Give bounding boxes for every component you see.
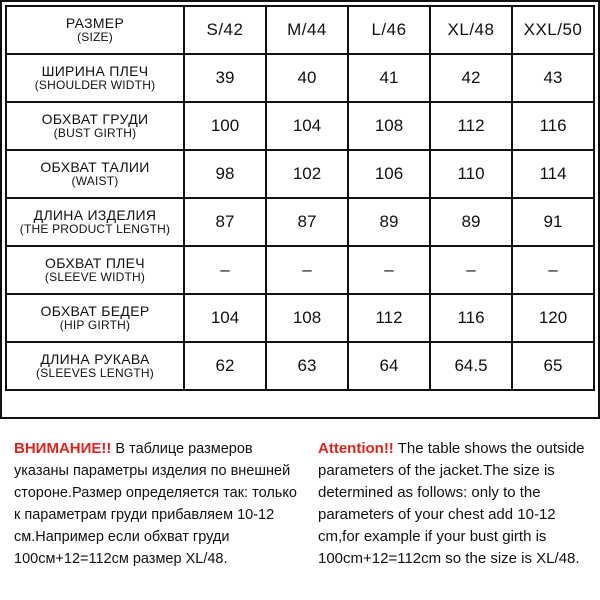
row-label [6, 54, 184, 102]
table-cell: 110 [430, 150, 512, 198]
size-header-en: (SIZE) [77, 30, 113, 45]
russian-note [14, 438, 304, 570]
row-label-en: (BUST GIRTH) [53, 126, 137, 141]
table-cell: 89 [430, 198, 512, 246]
table-row [6, 198, 594, 246]
table-cell: 39 [184, 54, 266, 102]
row-label-en: (SLEEVES LENGTH) [36, 366, 154, 381]
table-cell: 108 [348, 102, 430, 150]
table-cell: 106 [348, 150, 430, 198]
table-cell: 65 [512, 342, 594, 390]
size-col-header: XXL/50 [512, 6, 594, 54]
table-cell: 108 [266, 294, 348, 342]
table-cell: 98 [184, 150, 266, 198]
size-col-header: S/42 [184, 6, 266, 54]
table-cell: 40 [266, 54, 348, 102]
table-cell: 116 [430, 294, 512, 342]
table-cell: 64 [348, 342, 430, 390]
table-cell: 112 [430, 102, 512, 150]
row-label-en: (SLEEVE WIDTH) [44, 270, 146, 285]
english-note [318, 438, 590, 570]
row-label [6, 198, 184, 246]
en-note-text: The table shows the outside parameters of the jacket.The size is determined as follows: only to the parameters of your chest add 10-12 cm,for example if your bust girth is 100cm+12=112cm so the size is XL/48. [318, 440, 585, 567]
row-label-ru: ОБХВАТ ТАЛИИ [40, 158, 150, 175]
row-label [6, 342, 184, 390]
table-row [6, 246, 594, 294]
ru-warning-label: ВНИМАНИЕ!! [14, 440, 112, 457]
table-cell: – [266, 246, 348, 294]
row-label [6, 246, 184, 294]
table-cell: 42 [430, 54, 512, 102]
table-cell: – [430, 246, 512, 294]
row-label-en: (WAIST) [71, 174, 119, 189]
row-label [6, 150, 184, 198]
header-row [6, 6, 594, 54]
table-cell: 41 [348, 54, 430, 102]
table-row [6, 102, 594, 150]
size-col-header: M/44 [266, 6, 348, 54]
size-header-ru: РАЗМЕР [65, 14, 125, 31]
row-label-ru: ОБХВАТ БЕДЕР [40, 302, 150, 319]
table-cell: 91 [512, 198, 594, 246]
table-cell: 87 [184, 198, 266, 246]
table-cell: 100 [184, 102, 266, 150]
table-cell: 104 [184, 294, 266, 342]
table-cell: – [348, 246, 430, 294]
table-cell: 112 [348, 294, 430, 342]
table-cell: 89 [348, 198, 430, 246]
table-cell: 62 [184, 342, 266, 390]
table-row [6, 150, 594, 198]
table-cell: 43 [512, 54, 594, 102]
row-label-en: (HIP GIRTH) [59, 318, 131, 333]
row-label-ru: ОБХВАТ ГРУДИ [41, 110, 149, 127]
table-cell: 104 [266, 102, 348, 150]
table-cell: 63 [266, 342, 348, 390]
table-row [6, 342, 594, 390]
row-label-ru: ДЛИНА РУКАВА [40, 350, 150, 367]
row-label-en: (THE PRODUCT LENGTH) [19, 222, 171, 237]
row-label [6, 294, 184, 342]
size-col-header: L/46 [348, 6, 430, 54]
row-label [6, 102, 184, 150]
row-label-en: (SHOULDER WIDTH) [34, 78, 156, 93]
size-chart-table [5, 5, 595, 391]
table-row [6, 54, 594, 102]
ru-note-text: В таблице размеров указаны параметры изделия по внешней стороне.Размер определяется так: только к параметрам груди прибавляем 10-12 см.Например если обхват груди 100см+12=112см размер XL/48. [14, 441, 297, 567]
table-row [6, 294, 594, 342]
table-cell: 114 [512, 150, 594, 198]
table-cell: – [184, 246, 266, 294]
table-cell: – [512, 246, 594, 294]
en-warning-label: Attention!! [318, 440, 394, 457]
size-header-cell [6, 6, 184, 54]
row-label-ru: ШИРИНА ПЛЕЧ [41, 62, 149, 79]
table-cell: 102 [266, 150, 348, 198]
row-label-ru: ДЛИНА ИЗДЕЛИЯ [33, 206, 157, 223]
table-cell: 120 [512, 294, 594, 342]
row-label-ru: ОБХВАТ ПЛЕЧ [45, 254, 145, 271]
table-cell: 64.5 [430, 342, 512, 390]
table-cell: 116 [512, 102, 594, 150]
size-col-header: XL/48 [430, 6, 512, 54]
table-cell: 87 [266, 198, 348, 246]
